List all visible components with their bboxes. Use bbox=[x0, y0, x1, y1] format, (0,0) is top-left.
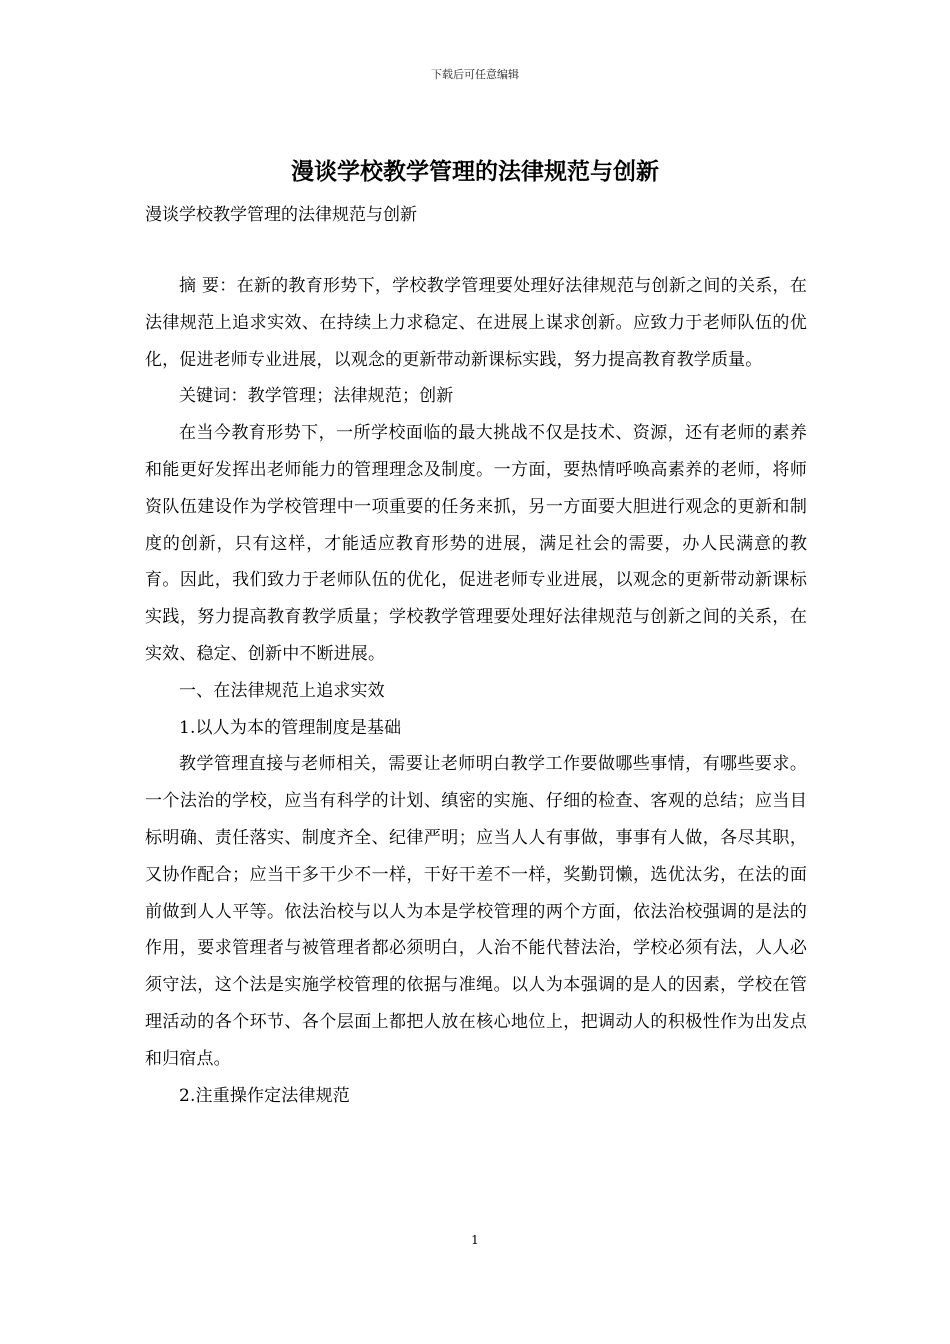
body-paragraph: 教学管理直接与老师相关，需要让老师明白教学工作要做哪些事情，有哪些要求。一个法治的学校，应当有科学的计划、缜密的实施、仔细的检查、客观的总结；应当目标明确、责任落实、制度齐全、纪律严明；应当人人有事做，事事有人做，各尽其职，又协作配合；应当干多干少不一样，干好干差不一样，奖勤罚懒，选优汰劣，在法的面前做到人人平等。依法治校与以人为本是学校管理的两个方面，依法治校强调的是法的作用，要求管理者与被管理者都必须明白，人治不能代替法治，学校必须有法，人人必须守法，这个法是实施学校管理的依据与准绳。以人为本强调的是人的因素，学校在管理活动的各个环节、各个层面上都把人放在核心地位上，把调动人的积极性作为出发点和归宿点。 bbox=[145, 754, 807, 1069]
document-title: 漫谈学校教学管理的法律规范与创新 bbox=[291, 158, 659, 185]
section-heading: 一、在法律规范上追求实效 bbox=[179, 680, 385, 701]
subsection-heading: 1.以人为本的管理制度是基础 bbox=[179, 717, 402, 738]
subsection-heading: 2.注重操作定法律规范 bbox=[179, 1085, 350, 1106]
document-body bbox=[145, 268, 807, 1114]
keywords-paragraph: 关键词：教学管理；法律规范；创新 bbox=[179, 386, 454, 407]
intro-paragraph: 在当今教育形势下，一所学校面临的最大挑战不仅是技术、资源，还有老师的素养和能更好发挥出老师能力的管理理念及制度。一方面，要热情呼唤高素养的老师，将师资队伍建设作为学校管理中一项重要的任务来抓，另一方面要大胆进行观念的更新和制度的创新，只有这样，才能适应教育形势的进展，满足社会的需要，办人民满意的教育。因此，我们致力于老师队伍的优化，促进老师专业进展，以观念的更新带动新课标实践，努力提高教育教学质量；学校教学管理要处理好法律规范与创新之间的关系，在实效、稳定、创新中不断进展。 bbox=[145, 423, 807, 664]
header-note: 下载后可任意编辑 bbox=[431, 68, 519, 81]
abstract-paragraph: 摘 要：在新的教育形势下，学校教学管理要处理好法律规范与创新之间的关系，在法律规范上追求实效、在持续上力求稳定、在进展上谋求创新。应致力于老师队伍的优化，促进老师专业进展，以观念的更新带动新课标实践，努力提高教育教学质量。 bbox=[145, 276, 807, 370]
document-subtitle: 漫谈学校教学管理的法律规范与创新 bbox=[145, 205, 417, 225]
page-number: 1 bbox=[471, 1233, 479, 1247]
